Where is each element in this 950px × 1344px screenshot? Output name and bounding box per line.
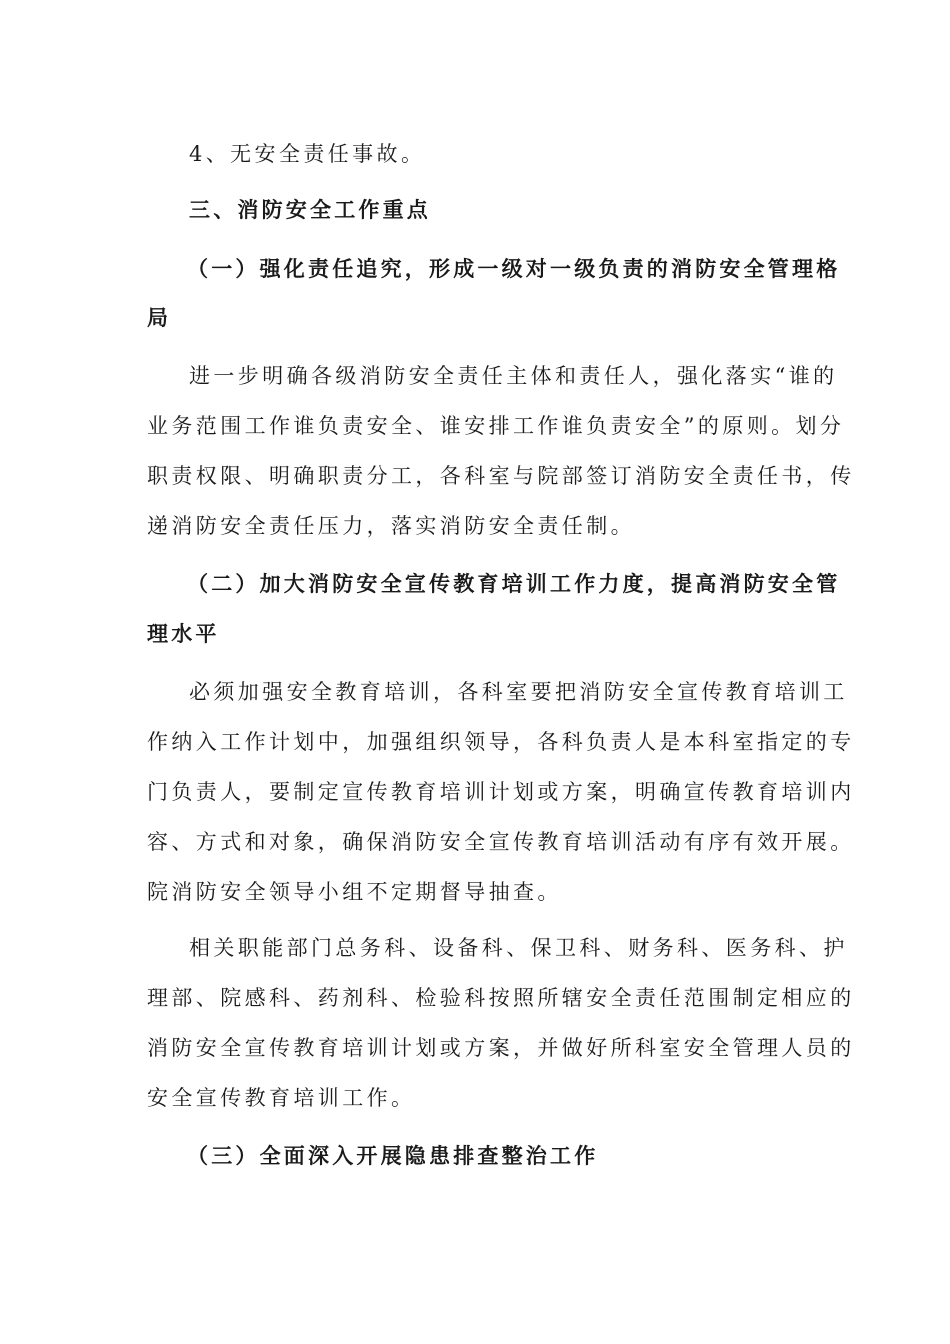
list-item-4: 4、无安全责任事故。 xyxy=(189,142,426,166)
paragraph-2-line-2: 作纳入工作计划中，加强组织领导，各科负责人是本科室指定的专 xyxy=(147,730,855,754)
subsection-heading-1-cont: 局 xyxy=(147,306,172,330)
paragraph-2-line-5: 院消防安全领导小组不定期督导抽查。 xyxy=(147,880,562,904)
subsection-heading-3: （三）全面深入开展隐患排查整治工作 xyxy=(187,1144,599,1168)
subsection-heading-1: （一）强化责任追究，形成一级对一级负责的消防安全管理格 xyxy=(187,257,841,281)
paragraph-3-line-4: 安全宣传教育培训工作。 xyxy=(147,1086,416,1110)
subsection-heading-2: （二）加大消防安全宣传教育培训工作力度，提高消防安全管 xyxy=(187,572,841,596)
paragraph-1-line-2: 业务范围工作谁负责安全、谁安排工作谁负责安全”的原则。划分 xyxy=(147,414,845,438)
paragraph-3-line-2: 理部、院感科、药剂科、检验科按照所辖安全责任范围制定相应的 xyxy=(147,986,855,1010)
paragraph-2-line-3: 门负责人，要制定宣传教育培训计划或方案，明确宣传教育培训内 xyxy=(147,780,855,804)
paragraph-3-line-3: 消防安全宣传教育培训计划或方案，并做好所科室安全管理人员的 xyxy=(147,1036,855,1060)
paragraph-2-line-4: 容、方式和对象，确保消防安全宣传教育培训活动有序有效开展。 xyxy=(147,830,855,854)
subsection-heading-2-cont: 理水平 xyxy=(147,622,220,646)
paragraph-3-line-1: 相关职能部门总务科、设备科、保卫科、财务科、医务科、护 xyxy=(189,936,848,960)
paragraph-1-line-3: 职责权限、明确职责分工，各科室与院部签订消防安全责任书，传 xyxy=(147,464,855,488)
paragraph-1-line-4: 递消防安全责任压力，落实消防安全责任制。 xyxy=(147,514,635,538)
section-heading-3: 三、消防安全工作重点 xyxy=(189,198,431,222)
paragraph-1-line-1: 进一步明确各级消防安全责任主体和责任人，强化落实“谁的 xyxy=(189,364,838,388)
paragraph-2-line-1: 必须加强安全教育培训，各科室要把消防安全宣传教育培训工 xyxy=(189,680,848,704)
